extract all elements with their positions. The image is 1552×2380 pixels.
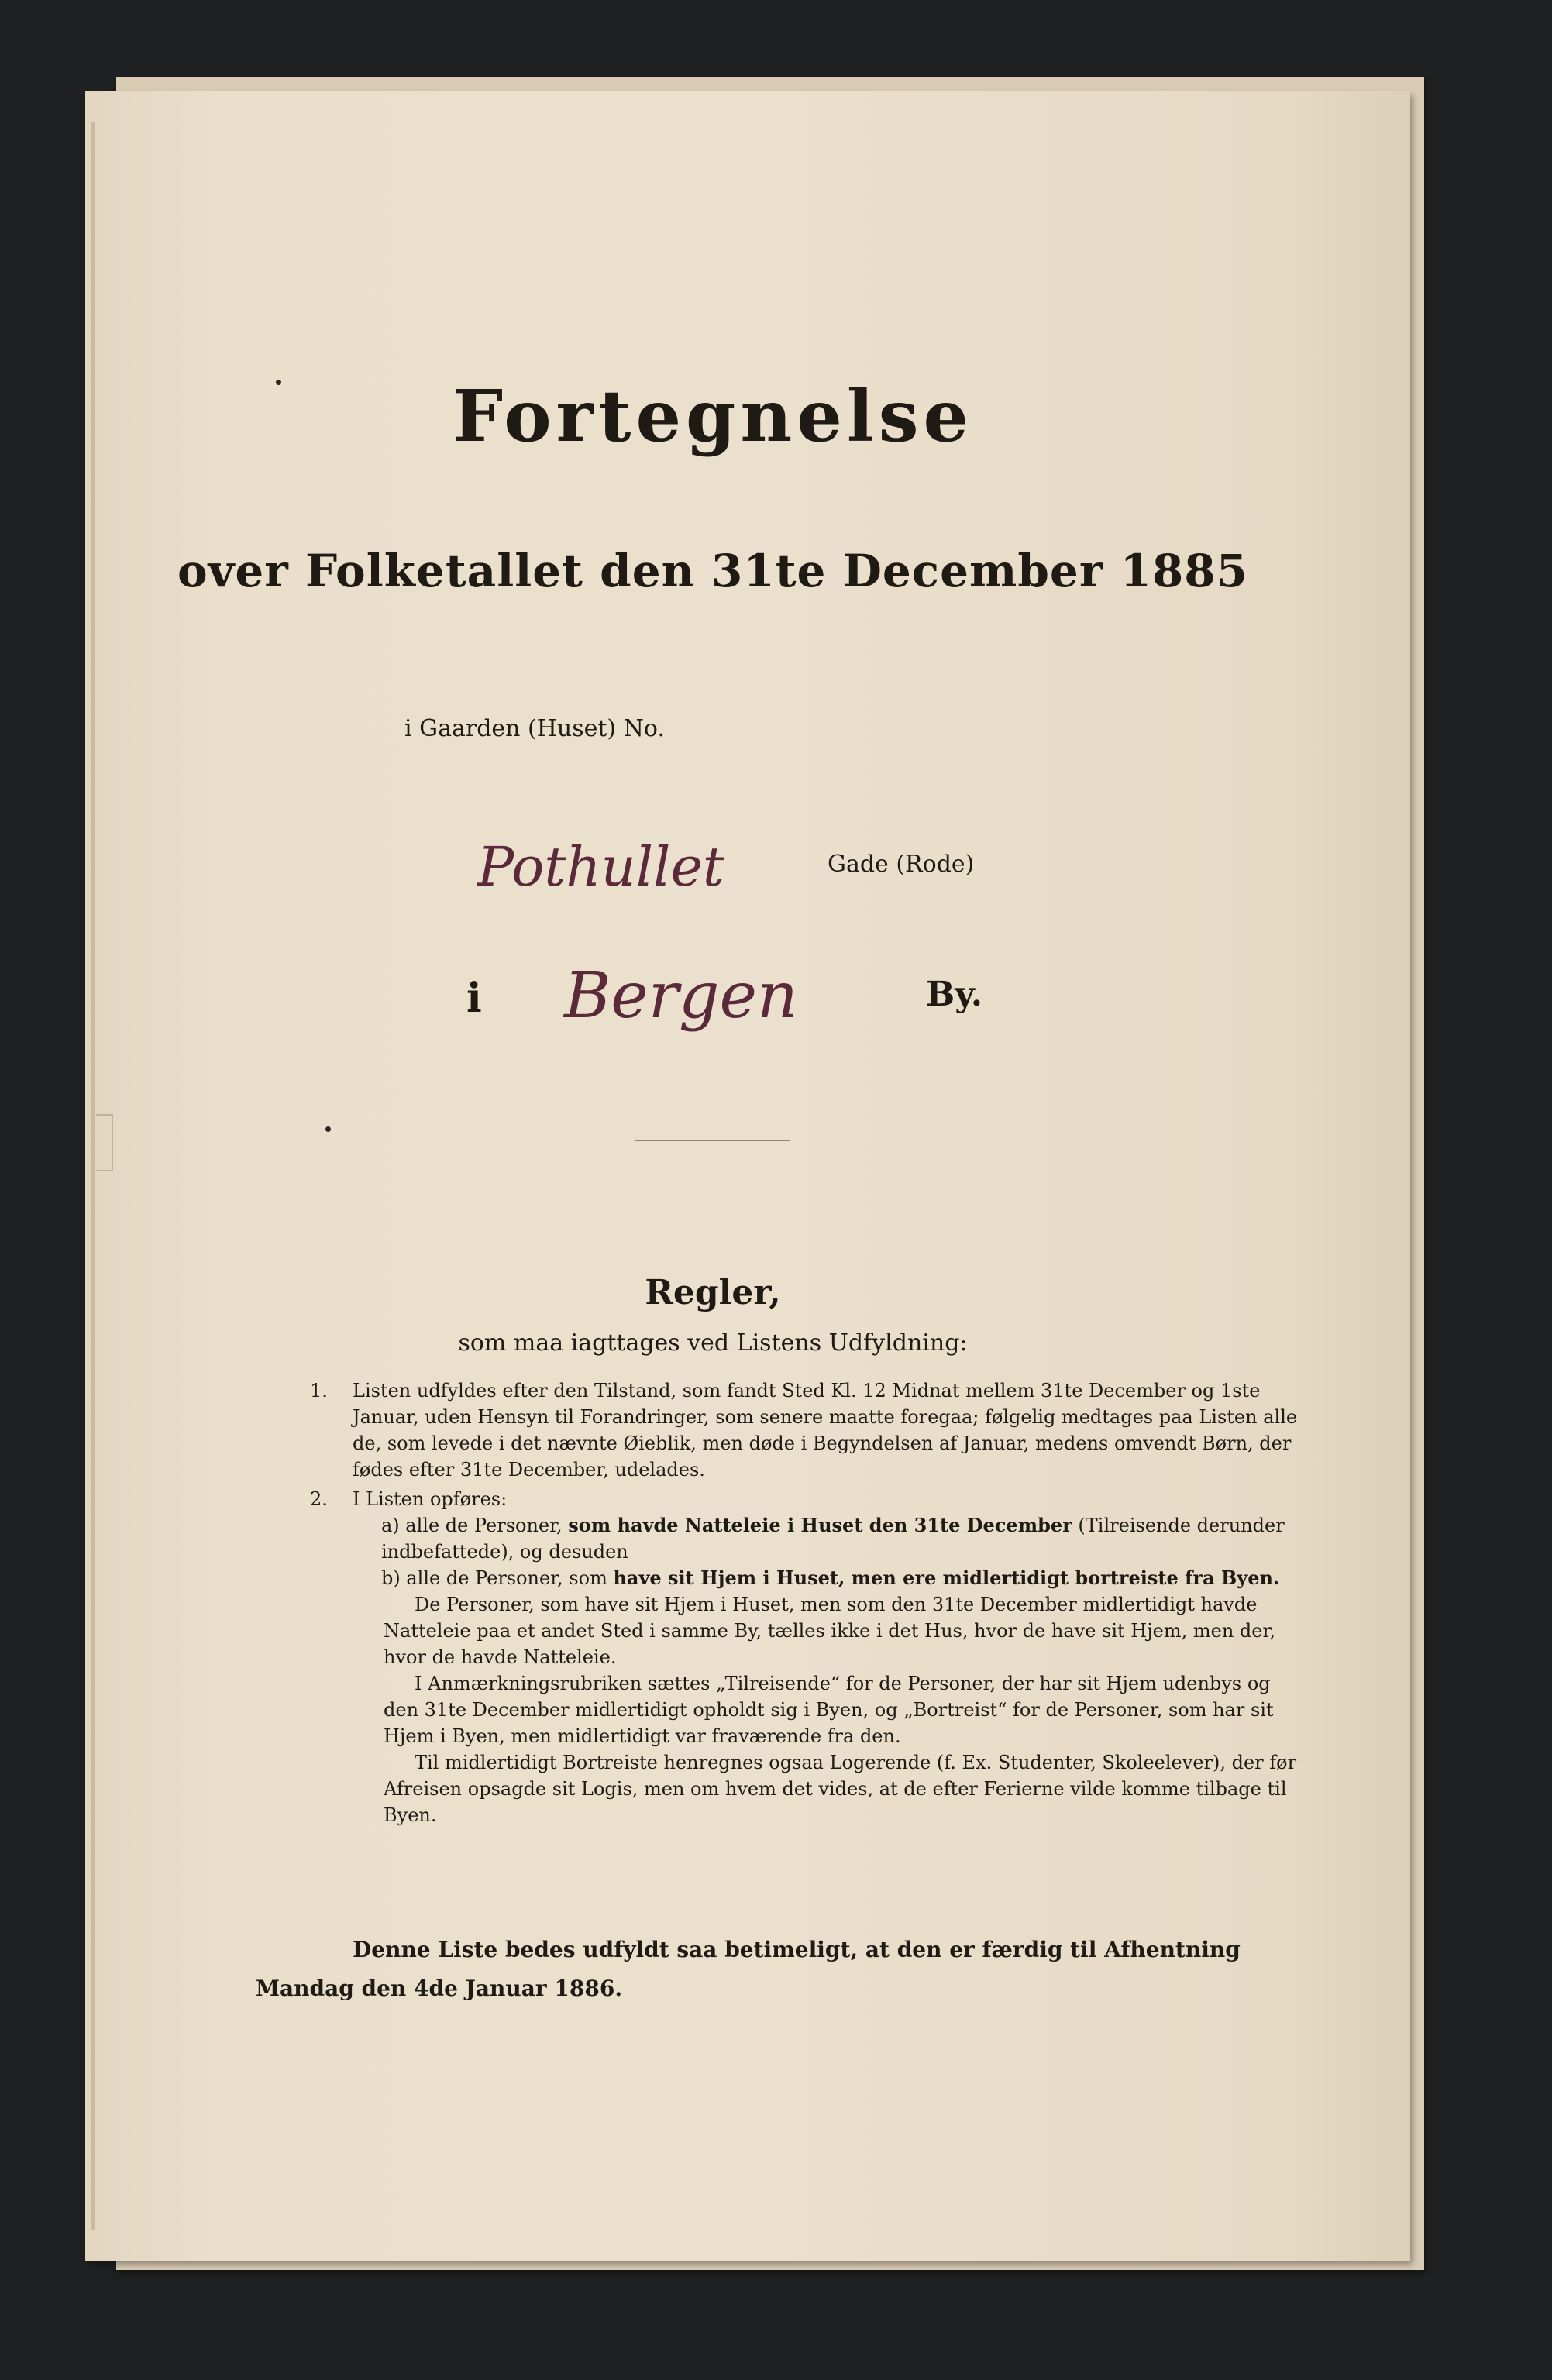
rule-text: b) alle de Personer, som	[381, 1567, 614, 1589]
paragraph-2: I Anmærkningsrubriken sættes „Tilreisende“ for de Personer, der har sit Hjem udenbys og den 31te December midlertidigt opholdt sig i Byen, og „Bortreist“ for de Personer, som har sit Hjem i Byen, men midlertidigt var fraværende fra den.	[384, 1673, 1274, 1747]
document-title: Fortegnelse	[452, 374, 974, 458]
deadline-line-2: Mandag den 4de Januar 1886.	[256, 1976, 623, 2001]
rule-2b	[381, 1565, 1302, 1591]
clip-mark	[96, 1114, 113, 1171]
rule-text: Listen udfyldes efter den Tilstand, som fandt Sted Kl. 12 Midnat mellem 31te December og 1ste Januar, uden Hensyn til Forandringer, som senere maatte foregaa; følgelig medtages paa Listen alle de, som levede i det nævnte Øieblik, men døde i Begyndelsen af Januar, medens omvendt Børn, der fødes efter 31te December, udelades.	[353, 1380, 1298, 1481]
paragraph-3: Til midlertidigt Bortreiste henregnes ogsaa Logerende (f. Ex. Studenter, Skoleelever), der før Afreisen opsagde sit Logis, men om hvem det vides, at de efter Ferierne vilde komme tilbage til Byen.	[384, 1752, 1297, 1826]
city-handwriting: Bergen	[564, 959, 798, 1033]
rule-text: (Tilreisende derunder indbefattede), og desuden	[381, 1515, 1285, 1563]
rule-emphasis: som havde Natteleie i Huset den 31te December	[568, 1514, 1072, 1536]
rules-intro: som maa iagttages ved Listens Udfyldning:	[458, 1329, 968, 1357]
rule-1	[310, 1377, 1302, 1483]
paragraph-1: De Personer, som have sit Hjem i Huset, men som den 31te December midlertidigt havde Natteleie paa et andet Sted i samme By, tælles ikke i det Hus, hvor de have sit Hjem, men der, hvor de havde Natteleie.	[384, 1594, 1275, 1668]
document-subtitle: over Folketallet den 31te December 1885	[177, 545, 1248, 597]
rule-number: 2.	[310, 1488, 328, 1510]
street-handwriting: Pothullet	[477, 835, 725, 899]
rule-text: I Listen opføres:	[353, 1488, 508, 1510]
city-suffix: By.	[926, 975, 983, 1014]
city-prefix: i	[466, 975, 482, 1022]
rules-heading: Regler,	[645, 1273, 781, 1312]
ink-dot	[325, 1126, 331, 1132]
gaard-label: i Gaarden (Huset) No.	[404, 715, 665, 742]
rule-2a	[381, 1512, 1302, 1565]
rule-number: 1.	[310, 1380, 328, 1402]
street-label: Gade (Rode)	[828, 851, 975, 878]
rule-emphasis: have sit Hjem i Huset, men ere midlertidigt bortreiste fra Byen.	[613, 1567, 1280, 1589]
divider	[635, 1140, 790, 1141]
census-form-page	[85, 91, 1410, 2261]
rule-text: a) alle de Personer,	[381, 1515, 569, 1536]
deadline-line-1: Denne Liste bedes udfyldt saa betimeligt, at den er færdig til Afhentning	[353, 1937, 1241, 1962]
rule-2	[310, 1486, 1302, 1512]
